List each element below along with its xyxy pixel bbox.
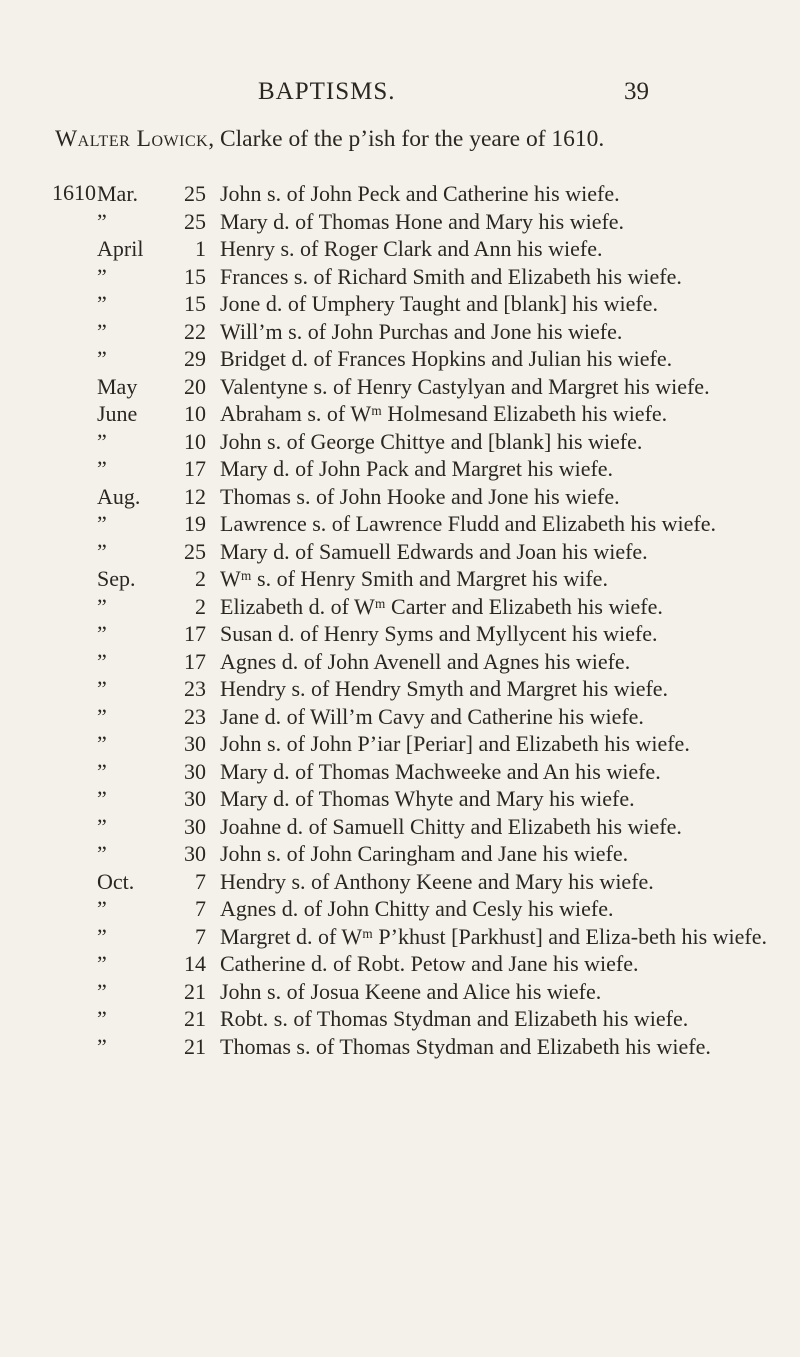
entry-month: ”: [97, 731, 107, 756]
entry-day: 10: [184, 401, 206, 426]
entry-month: ”: [97, 208, 107, 234]
entry-text: Henry s. of Roger Clark and Ann his wiefe.: [220, 236, 603, 261]
entry-text: Mary d. of Thomas Whyte and Mary his wiefe.: [220, 786, 635, 811]
entry-month: May: [97, 373, 138, 399]
entry-month: Aug.: [97, 483, 141, 509]
entry-day: 12: [184, 483, 206, 509]
entry-month: ”: [97, 318, 107, 344]
entry-day: 20: [184, 373, 206, 399]
baptism-entry: [0, 703, 800, 731]
baptism-entry: [0, 373, 800, 401]
baptism-entry: [0, 730, 800, 758]
heading-rest: , Clarke of the p’ish for the yeare of 1610.: [208, 126, 605, 152]
entry-text: Hendry s. of Hendry Smyth and Margret his wiefe.: [220, 676, 669, 701]
entry-text: Margret d. of Wᵐ P’khust [Parkhust] and Eliza-beth his wiefe.: [220, 923, 767, 949]
entry-text: Lawrence s. of Lawrence Fludd and Elizabeth his wiefe.: [220, 511, 717, 536]
running-title: BAPTISMS.: [258, 78, 396, 105]
entry-day: 21: [184, 978, 206, 1004]
baptism-entry: [0, 1005, 800, 1033]
entry-day: 22: [184, 318, 206, 344]
entry-text: Agnes d. of John Chitty and Cesly his wiefe.: [220, 896, 614, 921]
baptism-entry: [0, 593, 800, 621]
baptism-entry: [0, 318, 800, 346]
entry-text: Jone d. of Umphery Taught and [blank] his wiefe.: [220, 291, 658, 316]
entry-day: 25: [184, 181, 206, 206]
entry-month: ”: [97, 758, 107, 784]
entry-day: 30: [184, 813, 206, 839]
entry-text: Bridget d. of Frances Hopkins and Julian his wiefe.: [220, 346, 673, 371]
entry-day: 10: [184, 428, 206, 454]
entry-day: 1: [195, 236, 206, 261]
entry-month: June: [97, 401, 138, 426]
entry-text: John s. of George Chittye and [blank] his wiefe.: [220, 428, 643, 454]
entry-day: 30: [184, 758, 206, 784]
year-label: 1610: [52, 180, 96, 205]
baptism-entry: [0, 648, 800, 676]
entry-month: ”: [97, 951, 107, 976]
entry-month: ”: [97, 263, 107, 289]
entry-month: ”: [97, 511, 107, 536]
baptism-entry: [0, 235, 800, 263]
entry-day: 15: [184, 263, 206, 289]
entry-text: Valentyne s. of Henry Castylyan and Margret his wiefe.: [220, 373, 710, 399]
entry-day: 15: [184, 291, 206, 316]
entry-month: Sep.: [97, 566, 136, 591]
entry-day: 21: [184, 1006, 206, 1031]
entry-day: 17: [184, 621, 206, 646]
entry-month: ”: [97, 703, 107, 729]
entry-month: ”: [97, 813, 107, 839]
baptism-entry: [0, 565, 800, 593]
baptism-entry: [0, 785, 800, 813]
entry-month: ”: [97, 428, 107, 454]
entry-month: ”: [97, 291, 107, 316]
entry-month: ”: [97, 978, 107, 1004]
baptism-entry: [0, 455, 800, 483]
baptism-entry: [0, 1033, 800, 1061]
baptism-entry: [0, 950, 800, 978]
entry-text: Jane d. of Will’m Cavy and Catherine his wiefe.: [220, 703, 644, 729]
entry-text: Agnes d. of John Avenell and Agnes his wiefe.: [220, 648, 631, 674]
baptism-entry: [0, 510, 800, 538]
entry-text: Mary d. of Thomas Machweeke and An his wiefe.: [220, 758, 661, 784]
entry-month: ”: [97, 1033, 107, 1059]
entry-text: Will’m s. of John Purchas and Jone his wiefe.: [220, 318, 623, 344]
entry-day: 25: [184, 538, 206, 564]
entry-day: 23: [184, 703, 206, 729]
entry-month: ”: [97, 621, 107, 646]
entry-text: Susan d. of Henry Syms and Myllycent his wiefe.: [220, 621, 658, 646]
entry-text: John s. of John P’iar [Periar] and Elizabeth his wiefe.: [220, 731, 690, 756]
entry-month: ”: [97, 538, 107, 564]
baptism-entries: [0, 180, 800, 1060]
baptism-entry: [0, 840, 800, 868]
baptism-entry: [0, 428, 800, 456]
baptism-entry: [0, 290, 800, 318]
entry-day: 25: [184, 208, 206, 234]
entry-text: Catherine d. of Robt. Petow and Jane his wiefe.: [220, 951, 639, 976]
baptism-entry: [0, 813, 800, 841]
entry-day: 30: [184, 786, 206, 811]
entry-text: Frances s. of Richard Smith and Elizabeth his wiefe.: [220, 263, 682, 289]
clerk-name: Walter Lowick: [55, 126, 209, 152]
entry-text: Thomas s. of Thomas Stydman and Elizabeth his wiefe.: [220, 1033, 711, 1059]
entry-day: 17: [184, 456, 206, 481]
entry-month: ”: [97, 923, 107, 949]
entry-text: John s. of Josua Keene and Alice his wiefe.: [220, 978, 602, 1004]
entry-text: Abraham s. of Wᵐ Holmesand Elizabeth his wiefe.: [220, 401, 668, 426]
entry-month: ”: [97, 593, 107, 619]
entry-day: 7: [195, 868, 206, 894]
baptism-entry: [0, 345, 800, 373]
entry-text: Mary d. of John Pack and Margret his wiefe.: [220, 456, 614, 481]
entry-text: Wᵐ s. of Henry Smith and Margret his wife.: [220, 566, 608, 591]
entry-month: Mar.: [97, 181, 138, 206]
entry-month: ”: [97, 841, 107, 866]
entry-text: Elizabeth d. of Wᵐ Carter and Elizabeth his wiefe.: [220, 593, 663, 619]
baptism-entry: [0, 675, 800, 703]
entry-month: ”: [97, 676, 107, 701]
entry-text: Hendry s. of Anthony Keene and Mary his wiefe.: [220, 868, 654, 894]
entry-day: 17: [184, 648, 206, 674]
entry-day: 2: [195, 566, 206, 591]
baptism-entry: [0, 483, 800, 511]
baptism-entry: [0, 895, 800, 923]
entry-text: Joahne d. of Samuell Chitty and Elizabeth his wiefe.: [220, 813, 682, 839]
baptism-entry: [0, 758, 800, 786]
page-header: [0, 78, 800, 108]
baptism-entry: [0, 978, 800, 1006]
entry-month: ”: [97, 1006, 107, 1031]
entry-day: 7: [195, 923, 206, 949]
entry-day: 30: [184, 731, 206, 756]
entry-day: 2: [195, 593, 206, 619]
entry-text: Robt. s. of Thomas Stydman and Elizabeth his wiefe.: [220, 1006, 689, 1031]
baptism-entry: [0, 180, 800, 208]
entry-month: ”: [97, 648, 107, 674]
entry-day: 19: [184, 511, 206, 536]
entry-day: 14: [184, 951, 206, 976]
entry-text: Mary d. of Thomas Hone and Mary his wiefe.: [220, 208, 625, 234]
entry-month: ”: [97, 786, 107, 811]
register-heading: [55, 126, 795, 153]
entry-day: 30: [184, 841, 206, 866]
entry-month: Oct.: [97, 868, 135, 894]
baptism-entry: [0, 868, 800, 896]
entry-day: 29: [184, 346, 206, 371]
baptism-entry: [0, 208, 800, 236]
baptism-entry: [0, 400, 800, 428]
entry-month: April: [97, 236, 144, 261]
baptism-entry: [0, 620, 800, 648]
entry-text: John s. of John Caringham and Jane his wiefe.: [220, 841, 629, 866]
entry-day: 21: [184, 1033, 206, 1059]
baptism-entry: [0, 923, 800, 951]
entry-month: ”: [97, 456, 107, 481]
entry-text: Mary d. of Samuell Edwards and Joan his wiefe.: [220, 538, 648, 564]
entry-month: ”: [97, 896, 107, 921]
entry-month: ”: [97, 346, 107, 371]
baptism-entry: [0, 263, 800, 291]
entry-text: John s. of John Peck and Catherine his wiefe.: [220, 181, 620, 206]
entry-day: 23: [184, 676, 206, 701]
page-number: 39: [624, 78, 649, 105]
baptism-entry: [0, 538, 800, 566]
entry-day: 7: [195, 896, 206, 921]
entry-text: Thomas s. of John Hooke and Jone his wiefe.: [220, 483, 620, 509]
